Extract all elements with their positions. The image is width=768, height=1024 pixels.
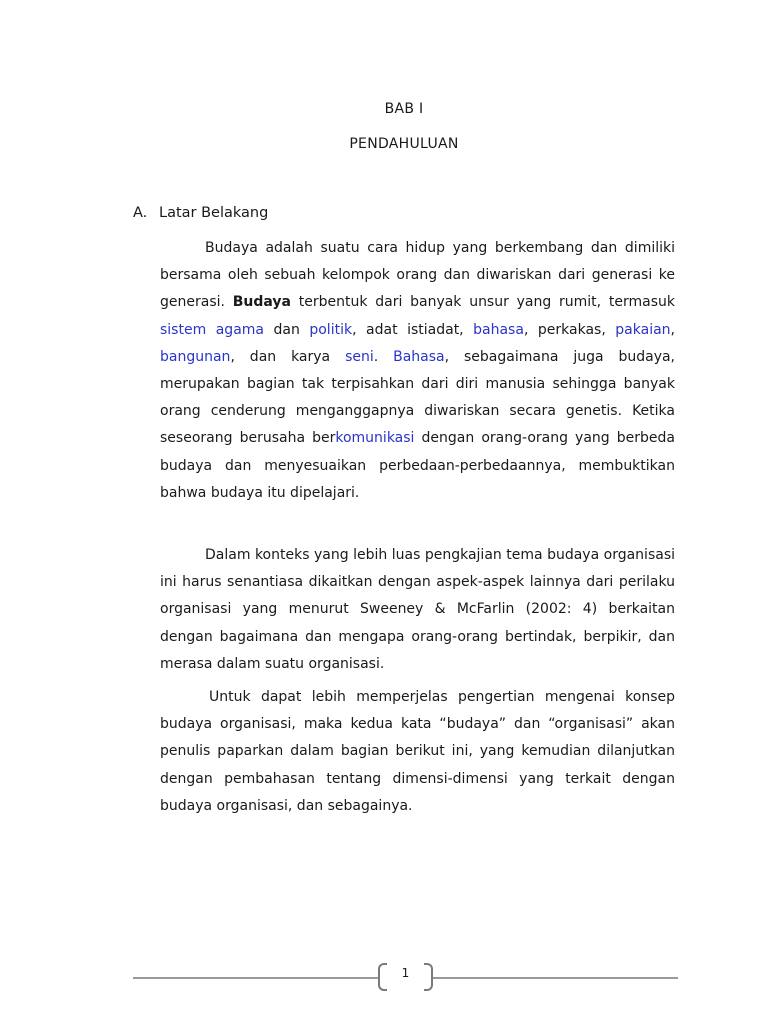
section-letter: A. <box>133 205 148 221</box>
link-komunikasi[interactable]: komunikasi <box>335 430 415 447</box>
link-pakaian[interactable]: pakaian <box>615 321 671 338</box>
page-number-bracket-right <box>424 963 433 991</box>
footer-rule-right <box>432 977 678 979</box>
page-number-bracket-left <box>378 963 387 991</box>
bold-term-budaya: Budaya <box>232 294 291 311</box>
paragraph-text: dengan orang-orang yang berbeda budaya dan menyesuaikan perbedaan-perbedaannya, membuktikan bahwa budaya itu dipelajari. <box>160 430 675 501</box>
link-seni[interactable]: seni <box>345 348 374 365</box>
paragraph-text: , dan karya <box>230 348 346 365</box>
paragraph-text: , <box>670 321 675 338</box>
paragraph-text: dan <box>264 321 310 338</box>
link-bahasa[interactable]: bahasa <box>473 321 524 338</box>
paragraph-text: Budaya adalah suatu cara hidup yang berkembang dan dimiliki bersama oleh sebuah kelompok orang dan diwariskan dari generasi ke generasi. <box>160 240 675 311</box>
paragraph-text: , sebagaimana juga budaya, merupakan bagian tak terpisahkan dari diri manusia sehingga banyak orang cenderung menganggapnya diwariskan secara genetis. Ketika seseorang berusaha ber <box>160 348 676 447</box>
paragraph-latar-belakang-1 <box>160 235 675 507</box>
link-politik[interactable]: politik <box>309 321 353 338</box>
paragraph-text: Untuk dapat lebih memperjelas pengertian mengenai konsep budaya organisasi, maka kedua kata “budaya” dan “organisasi” akan penulis paparkan dalam bagian berikut ini, yang kemudian dilanjutkan dengan pembahasan tentang dimensi-dimensi yang terkait dengan budaya organisasi, dan sebagainya. <box>160 689 675 814</box>
link-bangunan[interactable]: bangunan <box>160 348 231 365</box>
chapter-label: BAB I <box>384 101 424 117</box>
chapter-title: PENDAHULUAN <box>349 136 459 152</box>
section-title: Latar Belakang <box>159 205 269 221</box>
paragraph-latar-belakang-3 <box>160 684 675 820</box>
paragraph-text: , adat istiadat, <box>352 321 474 338</box>
page-number: 1 <box>401 966 410 980</box>
section-heading <box>133 205 268 221</box>
paragraph-text: , perkakas, <box>523 321 616 338</box>
link-bahasa-2[interactable]: Bahasa <box>393 348 445 365</box>
paragraph-text: . <box>373 348 394 365</box>
paragraph-text: terbentuk dari banyak unsur yang rumit, termasuk <box>290 294 675 311</box>
link-sistem-agama[interactable]: sistem agama <box>160 321 264 338</box>
paragraph-text: Dalam konteks yang lebih luas pengkajian tema budaya organisasi ini harus senantiasa dikaitkan dengan aspek-aspek lainnya dari perilaku organisasi yang menurut Sweeney & McFarlin (2002: 4) berkaitan dengan bagaimana dan mengapa orang-orang bertindak, berpikir, dan merasa dalam suatu organisasi. <box>160 547 675 672</box>
footer-rule-left <box>133 977 379 979</box>
paragraph-latar-belakang-2 <box>160 542 675 678</box>
